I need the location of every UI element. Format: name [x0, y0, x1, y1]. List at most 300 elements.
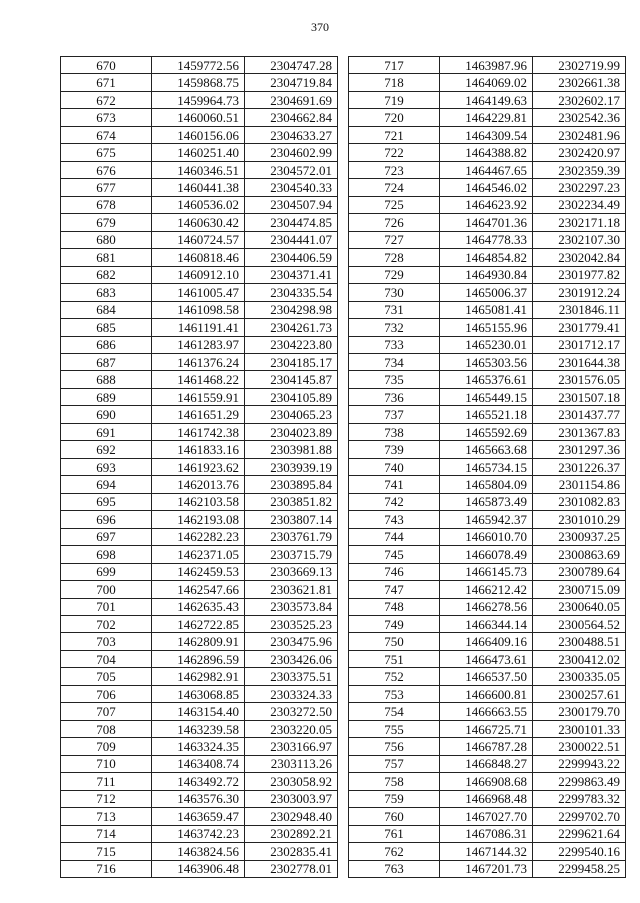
- y-coordinate-cell: 2303939.19: [245, 458, 338, 475]
- x-coordinate-cell: 1464069.02: [440, 74, 533, 91]
- y-coordinate-cell: 2301082.83: [533, 493, 626, 510]
- x-coordinate-cell: 1462722.85: [152, 616, 245, 633]
- x-coordinate-cell: 1461005.47: [152, 284, 245, 301]
- y-coordinate-cell: 2301779.41: [533, 319, 626, 336]
- x-coordinate-cell: 1463742.23: [152, 825, 245, 842]
- x-coordinate-cell: 1460156.06: [152, 126, 245, 143]
- point-number-cell: 737: [349, 406, 440, 423]
- point-number-cell: 678: [61, 196, 152, 213]
- point-number-cell: 713: [61, 808, 152, 825]
- table-row: [61, 790, 338, 807]
- x-coordinate-cell: 1460536.02: [152, 196, 245, 213]
- point-number-cell: 720: [349, 109, 440, 126]
- x-coordinate-cell: 1460346.51: [152, 161, 245, 178]
- y-coordinate-cell: 2302778.01: [245, 860, 338, 877]
- point-number-cell: 751: [349, 650, 440, 667]
- y-coordinate-cell: 2301507.18: [533, 388, 626, 405]
- point-number-cell: 701: [61, 598, 152, 615]
- table-row: [61, 616, 338, 633]
- y-coordinate-cell: 2301226.37: [533, 458, 626, 475]
- x-coordinate-cell: 1466537.50: [440, 668, 533, 685]
- y-coordinate-cell: 2302234.49: [533, 196, 626, 213]
- x-coordinate-cell: 1464309.54: [440, 126, 533, 143]
- table-row: [61, 476, 338, 493]
- y-coordinate-cell: 2302481.96: [533, 126, 626, 143]
- table-row: [349, 196, 626, 213]
- x-coordinate-cell: 1463906.48: [152, 860, 245, 877]
- table-row: [61, 388, 338, 405]
- y-coordinate-cell: 2303003.97: [245, 790, 338, 807]
- x-coordinate-cell: 1464229.81: [440, 109, 533, 126]
- table-row: [61, 214, 338, 231]
- table-row: [349, 563, 626, 580]
- page-number: 370: [311, 20, 329, 34]
- y-coordinate-cell: 2302948.40: [245, 808, 338, 825]
- y-coordinate-cell: 2301576.05: [533, 371, 626, 388]
- y-coordinate-cell: 2303851.82: [245, 493, 338, 510]
- point-number-cell: 690: [61, 406, 152, 423]
- table-row: [349, 528, 626, 545]
- table-row: [61, 825, 338, 842]
- y-coordinate-cell: 2303573.84: [245, 598, 338, 615]
- y-coordinate-cell: 2301437.77: [533, 406, 626, 423]
- y-coordinate-cell: 2304602.99: [245, 144, 338, 161]
- table-row: [349, 91, 626, 108]
- y-coordinate-cell: 2302661.38: [533, 74, 626, 91]
- point-number-cell: 735: [349, 371, 440, 388]
- table-row: [349, 231, 626, 248]
- table-row: [61, 563, 338, 580]
- y-coordinate-cell: 2304371.41: [245, 266, 338, 283]
- point-number-cell: 712: [61, 790, 152, 807]
- point-number-cell: 760: [349, 808, 440, 825]
- x-coordinate-cell: 1466145.73: [440, 563, 533, 580]
- point-number-cell: 734: [349, 353, 440, 370]
- point-number-cell: 747: [349, 581, 440, 598]
- table-row: [61, 57, 338, 74]
- x-coordinate-cell: 1460912.10: [152, 266, 245, 283]
- point-number-cell: 755: [349, 720, 440, 737]
- point-number-cell: 694: [61, 476, 152, 493]
- coordinates-table-right: [348, 56, 626, 878]
- x-coordinate-cell: 1462896.59: [152, 650, 245, 667]
- table-row: [61, 109, 338, 126]
- table-row: [61, 371, 338, 388]
- y-coordinate-cell: 2299702.70: [533, 808, 626, 825]
- table-row: [349, 511, 626, 528]
- point-number-cell: 703: [61, 633, 152, 650]
- y-coordinate-cell: 2303621.81: [245, 581, 338, 598]
- y-coordinate-cell: 2304572.01: [245, 161, 338, 178]
- y-coordinate-cell: 2301712.17: [533, 336, 626, 353]
- x-coordinate-cell: 1464930.84: [440, 266, 533, 283]
- point-number-cell: 681: [61, 249, 152, 266]
- table-row: [349, 371, 626, 388]
- table-row: [349, 720, 626, 737]
- x-coordinate-cell: 1461468.22: [152, 371, 245, 388]
- point-number-cell: 742: [349, 493, 440, 510]
- table-row: [349, 161, 626, 178]
- table-row: [61, 720, 338, 737]
- y-coordinate-cell: 2299863.49: [533, 773, 626, 790]
- x-coordinate-cell: 1459772.56: [152, 57, 245, 74]
- x-coordinate-cell: 1465734.15: [440, 458, 533, 475]
- x-coordinate-cell: 1467027.70: [440, 808, 533, 825]
- table-row: [61, 685, 338, 702]
- point-number-cell: 693: [61, 458, 152, 475]
- x-coordinate-cell: 1463576.30: [152, 790, 245, 807]
- x-coordinate-cell: 1462809.91: [152, 633, 245, 650]
- y-coordinate-cell: 2302719.99: [533, 57, 626, 74]
- x-coordinate-cell: 1461559.91: [152, 388, 245, 405]
- x-coordinate-cell: 1465081.41: [440, 301, 533, 318]
- x-coordinate-cell: 1464546.02: [440, 179, 533, 196]
- table-row: [61, 126, 338, 143]
- table-row: [349, 126, 626, 143]
- x-coordinate-cell: 1461742.38: [152, 423, 245, 440]
- x-coordinate-cell: 1460060.51: [152, 109, 245, 126]
- point-number-cell: 721: [349, 126, 440, 143]
- point-number-cell: 685: [61, 319, 152, 336]
- x-coordinate-cell: 1466010.70: [440, 528, 533, 545]
- table-row: [349, 546, 626, 563]
- x-coordinate-cell: 1466908.68: [440, 773, 533, 790]
- x-coordinate-cell: 1461651.29: [152, 406, 245, 423]
- y-coordinate-cell: 2304662.84: [245, 109, 338, 126]
- x-coordinate-cell: 1464623.92: [440, 196, 533, 213]
- point-number-cell: 730: [349, 284, 440, 301]
- table-row: [61, 860, 338, 877]
- point-number-cell: 677: [61, 179, 152, 196]
- y-coordinate-cell: 2299540.16: [533, 843, 626, 860]
- x-coordinate-cell: 1463987.96: [440, 57, 533, 74]
- y-coordinate-cell: 2300715.09: [533, 581, 626, 598]
- point-number-cell: 757: [349, 755, 440, 772]
- table-row: [349, 685, 626, 702]
- x-coordinate-cell: 1461376.24: [152, 353, 245, 370]
- table-row: [349, 650, 626, 667]
- y-coordinate-cell: 2302892.21: [245, 825, 338, 842]
- table-row: [61, 441, 338, 458]
- x-coordinate-cell: 1465449.15: [440, 388, 533, 405]
- y-coordinate-cell: 2301846.11: [533, 301, 626, 318]
- y-coordinate-cell: 2301010.29: [533, 511, 626, 528]
- x-coordinate-cell: 1466409.16: [440, 633, 533, 650]
- y-coordinate-cell: 2303895.84: [245, 476, 338, 493]
- y-coordinate-cell: 2299783.32: [533, 790, 626, 807]
- y-coordinate-cell: 2300640.05: [533, 598, 626, 615]
- y-coordinate-cell: 2300789.64: [533, 563, 626, 580]
- y-coordinate-cell: 2299458.25: [533, 860, 626, 877]
- point-number-cell: 692: [61, 441, 152, 458]
- table-row: [61, 581, 338, 598]
- x-coordinate-cell: 1464854.82: [440, 249, 533, 266]
- table-row: [61, 755, 338, 772]
- table-row: [349, 598, 626, 615]
- y-coordinate-cell: 2304335.54: [245, 284, 338, 301]
- x-coordinate-cell: 1460630.42: [152, 214, 245, 231]
- table-row: [349, 214, 626, 231]
- table-row: [61, 74, 338, 91]
- point-number-cell: 761: [349, 825, 440, 842]
- y-coordinate-cell: 2303324.33: [245, 685, 338, 702]
- y-coordinate-cell: 2304441.07: [245, 231, 338, 248]
- point-number-cell: 715: [61, 843, 152, 860]
- y-coordinate-cell: 2304065.23: [245, 406, 338, 423]
- table-row: [349, 336, 626, 353]
- table-row: [61, 301, 338, 318]
- x-coordinate-cell: 1464778.33: [440, 231, 533, 248]
- y-coordinate-cell: 2304507.94: [245, 196, 338, 213]
- point-number-cell: 708: [61, 720, 152, 737]
- table-row: [61, 179, 338, 196]
- x-coordinate-cell: 1462282.23: [152, 528, 245, 545]
- x-coordinate-cell: 1462193.08: [152, 511, 245, 528]
- y-coordinate-cell: 2300022.51: [533, 738, 626, 755]
- x-coordinate-cell: 1466848.27: [440, 755, 533, 772]
- table-row: [61, 231, 338, 248]
- x-coordinate-cell: 1463324.35: [152, 738, 245, 755]
- x-coordinate-cell: 1465376.61: [440, 371, 533, 388]
- y-coordinate-cell: 2304633.27: [245, 126, 338, 143]
- point-number-cell: 680: [61, 231, 152, 248]
- point-number-cell: 686: [61, 336, 152, 353]
- point-number-cell: 716: [61, 860, 152, 877]
- point-number-cell: 738: [349, 423, 440, 440]
- table-row: [349, 301, 626, 318]
- point-number-cell: 746: [349, 563, 440, 580]
- point-number-cell: 731: [349, 301, 440, 318]
- x-coordinate-cell: 1466787.28: [440, 738, 533, 755]
- y-coordinate-cell: 2300257.61: [533, 685, 626, 702]
- y-coordinate-cell: 2304691.69: [245, 91, 338, 108]
- table-row: [61, 633, 338, 650]
- table-row: [349, 790, 626, 807]
- point-number-cell: 718: [349, 74, 440, 91]
- point-number-cell: 689: [61, 388, 152, 405]
- x-coordinate-cell: 1464388.82: [440, 144, 533, 161]
- point-number-cell: 714: [61, 825, 152, 842]
- y-coordinate-cell: 2300412.02: [533, 650, 626, 667]
- x-coordinate-cell: 1463154.40: [152, 703, 245, 720]
- y-coordinate-cell: 2303166.97: [245, 738, 338, 755]
- table-row: [349, 249, 626, 266]
- y-coordinate-cell: 2299943.22: [533, 755, 626, 772]
- y-coordinate-cell: 2302107.30: [533, 231, 626, 248]
- table-row: [61, 144, 338, 161]
- x-coordinate-cell: 1466473.61: [440, 650, 533, 667]
- x-coordinate-cell: 1461283.97: [152, 336, 245, 353]
- y-coordinate-cell: 2302835.41: [245, 843, 338, 860]
- point-number-cell: 743: [349, 511, 440, 528]
- table-row: [349, 843, 626, 860]
- x-coordinate-cell: 1464149.63: [440, 91, 533, 108]
- y-coordinate-cell: 2303113.26: [245, 755, 338, 772]
- table-row: [349, 284, 626, 301]
- x-coordinate-cell: 1466968.48: [440, 790, 533, 807]
- y-coordinate-cell: 2303981.88: [245, 441, 338, 458]
- point-number-cell: 723: [349, 161, 440, 178]
- table-row: [349, 633, 626, 650]
- point-number-cell: 676: [61, 161, 152, 178]
- table-row: [61, 266, 338, 283]
- table-row: [61, 493, 338, 510]
- point-number-cell: 758: [349, 773, 440, 790]
- table-row: [349, 860, 626, 877]
- point-number-cell: 728: [349, 249, 440, 266]
- point-number-cell: 727: [349, 231, 440, 248]
- table-row: [61, 336, 338, 353]
- x-coordinate-cell: 1461098.58: [152, 301, 245, 318]
- point-number-cell: 691: [61, 423, 152, 440]
- point-number-cell: 675: [61, 144, 152, 161]
- table-row: [349, 388, 626, 405]
- y-coordinate-cell: 2300101.33: [533, 720, 626, 737]
- x-coordinate-cell: 1465155.96: [440, 319, 533, 336]
- point-number-cell: 729: [349, 266, 440, 283]
- point-number-cell: 695: [61, 493, 152, 510]
- table-row: [61, 808, 338, 825]
- table-row: [61, 511, 338, 528]
- x-coordinate-cell: 1465592.69: [440, 423, 533, 440]
- y-coordinate-cell: 2301912.24: [533, 284, 626, 301]
- y-coordinate-cell: 2303807.14: [245, 511, 338, 528]
- point-number-cell: 672: [61, 91, 152, 108]
- point-number-cell: 682: [61, 266, 152, 283]
- table-body-left: [61, 57, 338, 878]
- table-row: [349, 616, 626, 633]
- y-coordinate-cell: 2304223.80: [245, 336, 338, 353]
- point-number-cell: 754: [349, 703, 440, 720]
- point-number-cell: 670: [61, 57, 152, 74]
- y-coordinate-cell: 2301644.38: [533, 353, 626, 370]
- table-row: [349, 423, 626, 440]
- point-number-cell: 748: [349, 598, 440, 615]
- x-coordinate-cell: 1459868.75: [152, 74, 245, 91]
- y-coordinate-cell: 2304145.87: [245, 371, 338, 388]
- x-coordinate-cell: 1460818.46: [152, 249, 245, 266]
- point-number-cell: 717: [349, 57, 440, 74]
- point-number-cell: 683: [61, 284, 152, 301]
- y-coordinate-cell: 2301154.86: [533, 476, 626, 493]
- y-coordinate-cell: 2303669.13: [245, 563, 338, 580]
- point-number-cell: 726: [349, 214, 440, 231]
- table-row: [349, 458, 626, 475]
- x-coordinate-cell: 1463408.74: [152, 755, 245, 772]
- table-row: [349, 668, 626, 685]
- point-number-cell: 740: [349, 458, 440, 475]
- point-number-cell: 700: [61, 581, 152, 598]
- x-coordinate-cell: 1462371.05: [152, 546, 245, 563]
- x-coordinate-cell: 1462982.91: [152, 668, 245, 685]
- table-row: [349, 738, 626, 755]
- y-coordinate-cell: 2302602.17: [533, 91, 626, 108]
- point-number-cell: 750: [349, 633, 440, 650]
- table-row: [349, 319, 626, 336]
- table-row: [349, 179, 626, 196]
- x-coordinate-cell: 1463824.56: [152, 843, 245, 860]
- x-coordinate-cell: 1463239.58: [152, 720, 245, 737]
- y-coordinate-cell: 2300179.70: [533, 703, 626, 720]
- x-coordinate-cell: 1467201.73: [440, 860, 533, 877]
- x-coordinate-cell: 1467086.31: [440, 825, 533, 842]
- y-coordinate-cell: 2302171.18: [533, 214, 626, 231]
- table-row: [349, 825, 626, 842]
- table-row: [349, 493, 626, 510]
- table-row: [349, 144, 626, 161]
- table-row: [349, 808, 626, 825]
- y-coordinate-cell: 2304747.28: [245, 57, 338, 74]
- x-coordinate-cell: 1463492.72: [152, 773, 245, 790]
- table-row: [349, 109, 626, 126]
- y-coordinate-cell: 2304406.59: [245, 249, 338, 266]
- point-number-cell: 719: [349, 91, 440, 108]
- table-row: [61, 650, 338, 667]
- x-coordinate-cell: 1466663.55: [440, 703, 533, 720]
- y-coordinate-cell: 2303715.79: [245, 546, 338, 563]
- point-number-cell: 707: [61, 703, 152, 720]
- table-row: [61, 161, 338, 178]
- table-row: [349, 581, 626, 598]
- point-number-cell: 704: [61, 650, 152, 667]
- point-number-cell: 744: [349, 528, 440, 545]
- y-coordinate-cell: 2302420.97: [533, 144, 626, 161]
- y-coordinate-cell: 2300937.25: [533, 528, 626, 545]
- x-coordinate-cell: 1461191.41: [152, 319, 245, 336]
- x-coordinate-cell: 1460251.40: [152, 144, 245, 161]
- point-number-cell: 706: [61, 685, 152, 702]
- x-coordinate-cell: 1465521.18: [440, 406, 533, 423]
- x-coordinate-cell: 1460724.57: [152, 231, 245, 248]
- x-coordinate-cell: 1462103.58: [152, 493, 245, 510]
- x-coordinate-cell: 1463068.85: [152, 685, 245, 702]
- point-number-cell: 687: [61, 353, 152, 370]
- x-coordinate-cell: 1462013.76: [152, 476, 245, 493]
- x-coordinate-cell: 1465663.68: [440, 441, 533, 458]
- y-coordinate-cell: 2304540.33: [245, 179, 338, 196]
- point-number-cell: 710: [61, 755, 152, 772]
- y-coordinate-cell: 2302297.23: [533, 179, 626, 196]
- y-coordinate-cell: 2303761.79: [245, 528, 338, 545]
- point-number-cell: 705: [61, 668, 152, 685]
- table-row: [61, 406, 338, 423]
- x-coordinate-cell: 1466278.56: [440, 598, 533, 615]
- table-row: [349, 773, 626, 790]
- y-coordinate-cell: 2304105.89: [245, 388, 338, 405]
- x-coordinate-cell: 1465006.37: [440, 284, 533, 301]
- table-row: [61, 738, 338, 755]
- point-number-cell: 762: [349, 843, 440, 860]
- point-number-cell: 674: [61, 126, 152, 143]
- x-coordinate-cell: 1464701.36: [440, 214, 533, 231]
- table-row: [61, 458, 338, 475]
- point-number-cell: 684: [61, 301, 152, 318]
- point-number-cell: 679: [61, 214, 152, 231]
- point-number-cell: 671: [61, 74, 152, 91]
- point-number-cell: 733: [349, 336, 440, 353]
- x-coordinate-cell: 1461833.16: [152, 441, 245, 458]
- y-coordinate-cell: 2301297.36: [533, 441, 626, 458]
- point-number-cell: 697: [61, 528, 152, 545]
- y-coordinate-cell: 2300335.05: [533, 668, 626, 685]
- table-row: [349, 74, 626, 91]
- point-number-cell: 724: [349, 179, 440, 196]
- table-row: [61, 423, 338, 440]
- y-coordinate-cell: 2300564.52: [533, 616, 626, 633]
- y-coordinate-cell: 2302359.39: [533, 161, 626, 178]
- y-coordinate-cell: 2303272.50: [245, 703, 338, 720]
- x-coordinate-cell: 1466344.14: [440, 616, 533, 633]
